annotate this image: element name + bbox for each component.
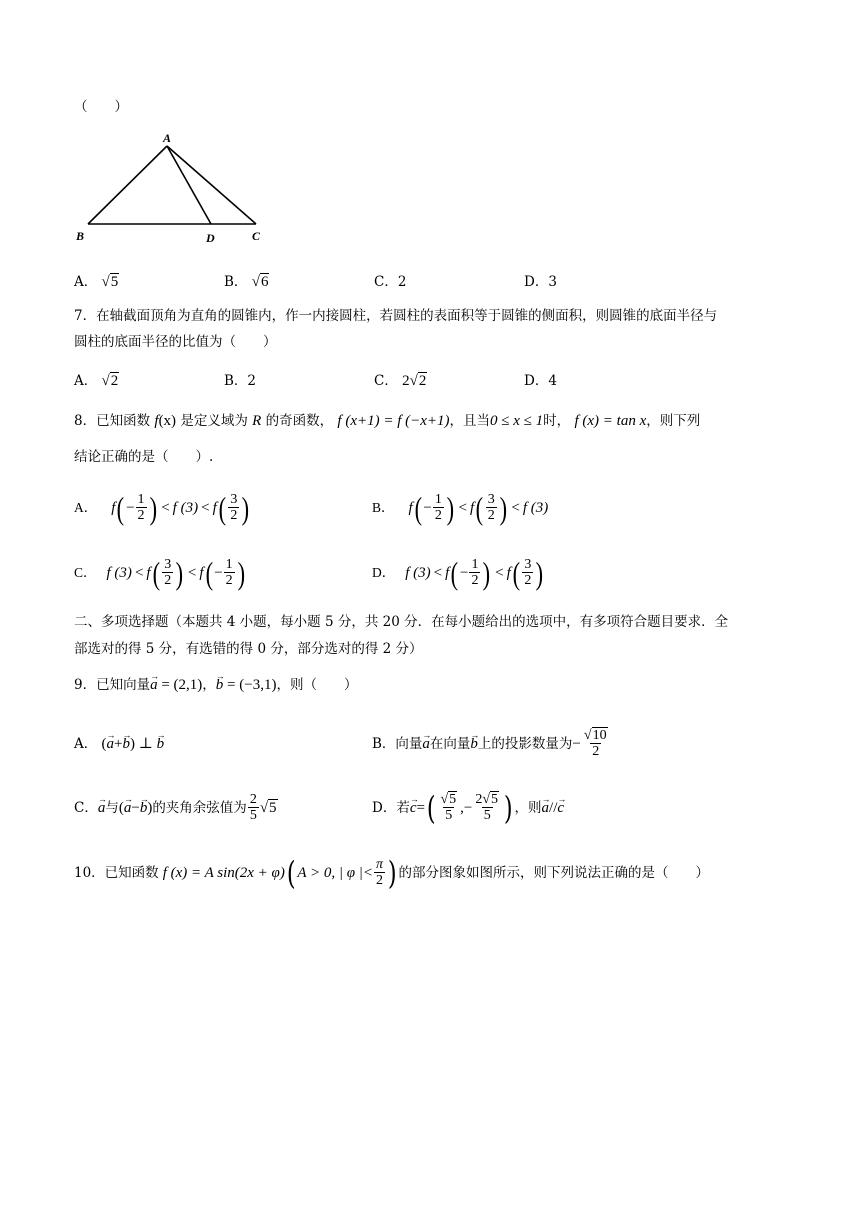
fraction: $\frac{1}{2}$ bbox=[434, 492, 442, 523]
vertex-a-label: A bbox=[163, 131, 172, 145]
section-heading-line2: 部选对的得 5 分，有选错的得 0 分，部分选对的得 2 分） bbox=[74, 641, 423, 657]
q8-stem-line2: 结论正确的是（ ）. bbox=[74, 449, 214, 465]
fraction: $\frac{3}{2}$ bbox=[164, 557, 172, 588]
fraction: $\frac{3}{2}$ bbox=[487, 492, 495, 523]
segment-ad bbox=[167, 146, 211, 224]
q9-option-b: B． 向量 → a 在向量 → b 上的投影数量为 − $\frac{√10}{2}$ bbox=[372, 722, 611, 766]
q9-option-c: C． → a 与 ( → a − → b ) 的夹角余弦值为 $\frac{2}{5}$ √5 bbox=[74, 786, 278, 830]
fraction: $\frac{3}{2}$ bbox=[230, 492, 238, 523]
q8-option-d: D． f (3) < f ( − $\frac{1}{2}$ ) < f ( $\frac{3}{2}$ ) bbox=[372, 555, 544, 591]
q7-stem-line1: 7．在轴截面顶角为直角的圆锥内，作一内接圆柱，若圆柱的表面积等于圆锥的侧面积，则圆锥的底面半径与 bbox=[74, 308, 718, 324]
q9-stem: 9．已知向量→ a = (2,1)，→ b = (−3,1)，则（ ） bbox=[74, 675, 357, 695]
q7-option-b: B．2 bbox=[224, 373, 257, 389]
q6-option-c: C．2 bbox=[374, 274, 407, 290]
vertex-d-label: D bbox=[206, 231, 215, 245]
q7-option-c: C． 2√2 bbox=[374, 373, 427, 389]
vector-c: → c bbox=[410, 798, 417, 818]
vector-a: → a bbox=[150, 675, 158, 695]
q8-option-c: C． f (3) < f ( $\frac{3}{2}$ ) < f ( − $\frac{1}{2}$ ) bbox=[74, 555, 245, 591]
q8-option-b: B． f ( − $\frac{1}{2}$ ) < f ( $\frac{3}{2}$ ) < f (3) bbox=[372, 490, 549, 526]
q9-option-d: D． 若 → c = ( $\frac{√5}{5}$ , − $\frac{2√5}{5}$ ) ，则 → a // → c bbox=[372, 784, 564, 832]
sqrt-expression: √2 bbox=[409, 373, 427, 389]
fraction: $\frac{\pi}{2}$ bbox=[376, 857, 384, 888]
vertex-b-label: B bbox=[76, 229, 85, 243]
q9-option-a: A． (→ a+→ b) ⊥ → b bbox=[74, 734, 164, 754]
q8-stem-line1: 8．已知函数 f(x) 是定义域为 R 的奇函数， f (x+1) = f (−x+1)，且当0 ≤ x ≤ 1时， f (x) = tan x，则下列 bbox=[74, 413, 701, 429]
q6-option-d: D．3 bbox=[524, 274, 557, 290]
q7-stem-line2: 圆柱的底面半径的比值为（ ） bbox=[74, 334, 277, 350]
fraction: $\frac{1}{2}$ bbox=[137, 492, 145, 523]
q7-option-a: A． √2 bbox=[74, 373, 119, 389]
fraction: $\frac{2√5}{5}$ bbox=[475, 792, 499, 823]
sqrt-expression: √2 bbox=[101, 373, 119, 389]
sqrt-expression: √5 bbox=[101, 274, 119, 290]
answer-blank: （ ） bbox=[74, 99, 128, 115]
q6-option-b: B． √6 bbox=[224, 274, 269, 290]
fraction: $\frac{1}{2}$ bbox=[225, 557, 233, 588]
q6-option-a: A． √5 bbox=[74, 274, 119, 290]
fraction: $\frac{√5}{5}$ bbox=[440, 792, 457, 823]
vector-b: → b bbox=[216, 675, 224, 695]
fraction: $\frac{1}{2}$ bbox=[471, 557, 479, 588]
triangle-figure bbox=[72, 126, 282, 246]
section-heading-line1: 二、多项选择题（本题共 4 小题，每小题 5 分，共 20 分．在每小题给出的选项中，有多项符合题目要求．全 bbox=[74, 614, 729, 630]
side-ab bbox=[88, 146, 167, 224]
q10-stem: 10．已知函数 f (x) = A sin(2x + φ) ( A > 0, | φ |< $\frac{\pi}{2}$ ) 的部分图象如图所示，则下列说法正确的是（ ） bbox=[74, 854, 709, 892]
fraction: $\frac{3}{2}$ bbox=[524, 557, 532, 588]
side-ac bbox=[167, 146, 256, 224]
fraction: $\frac{2}{5}$ bbox=[249, 792, 257, 823]
q8-option-a: A． f ( − $\frac{1}{2}$ ) < f (3) < f ( $\frac{3}{2}$ ) bbox=[74, 490, 250, 526]
vertex-c-label: C bbox=[252, 229, 261, 243]
sqrt-expression: √6 bbox=[251, 274, 269, 290]
fraction: $\frac{√10}{2}$ bbox=[583, 728, 607, 759]
q7-option-d: D．4 bbox=[524, 373, 557, 389]
